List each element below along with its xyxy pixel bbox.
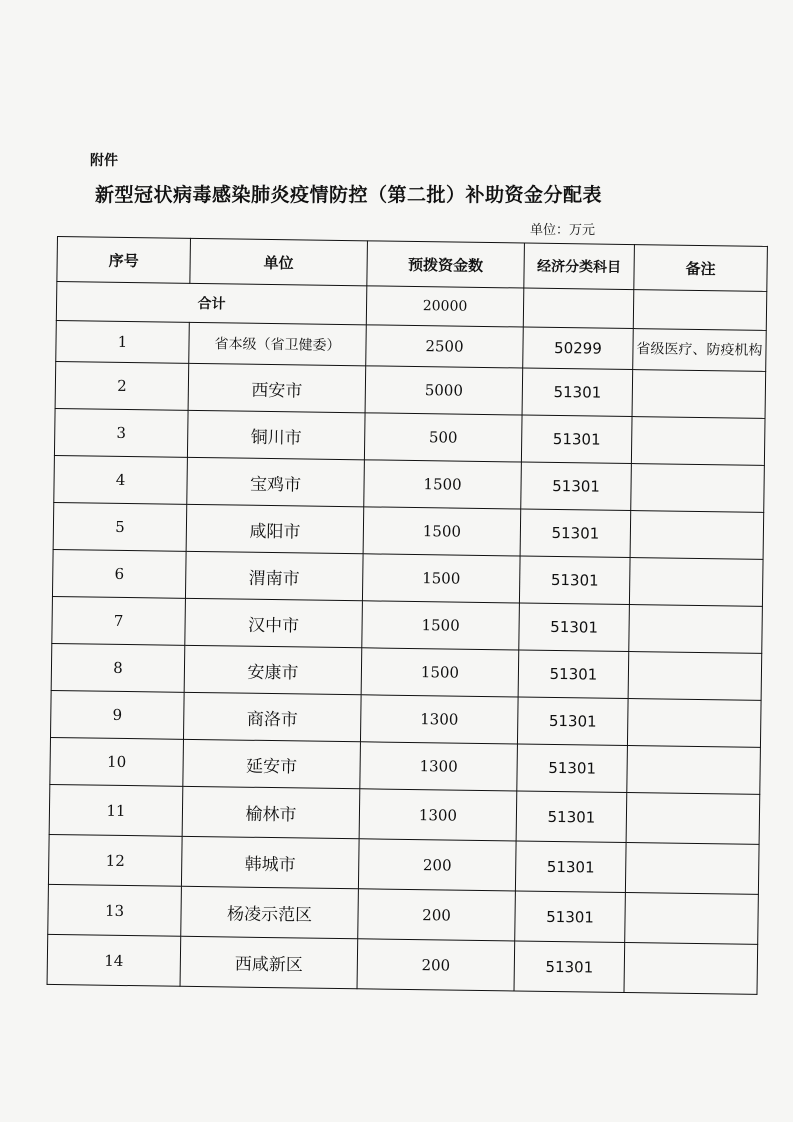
row-amount: 1500 xyxy=(363,507,521,556)
row-economic-code: 51301 xyxy=(516,791,627,843)
row-note xyxy=(626,793,760,845)
row-unit: 西咸新区 xyxy=(180,936,358,988)
row-number: 5 xyxy=(53,502,187,551)
row-note xyxy=(629,558,763,607)
allocation-table xyxy=(47,236,768,995)
row-amount: 200 xyxy=(358,839,516,891)
row-unit: 榆林市 xyxy=(182,786,360,838)
row-unit: 咸阳市 xyxy=(186,504,364,553)
row-amount: 500 xyxy=(364,413,522,462)
row-number: 6 xyxy=(52,549,186,598)
row-unit: 延安市 xyxy=(183,739,361,788)
attachment-label: 附件 xyxy=(90,153,118,169)
row-number: 8 xyxy=(51,643,185,692)
row-note xyxy=(627,699,761,748)
row-note xyxy=(625,843,759,895)
row-number: 13 xyxy=(48,884,182,936)
row-note xyxy=(631,417,765,466)
column-header-code: 经济分类科目 xyxy=(524,243,635,290)
unit-label: 单位：万元 xyxy=(530,223,596,238)
row-unit: 铜川市 xyxy=(187,410,365,459)
row-number: 14 xyxy=(47,934,181,986)
total-note xyxy=(633,290,767,331)
row-amount: 2500 xyxy=(366,325,524,368)
column-header-amount: 预拨资金数 xyxy=(367,241,525,288)
row-number: 2 xyxy=(55,361,189,410)
row-number: 1 xyxy=(56,320,190,363)
row-unit: 西安市 xyxy=(188,363,366,412)
row-economic-code: 51301 xyxy=(518,650,629,699)
row-unit: 商洛市 xyxy=(183,692,361,741)
row-note xyxy=(630,511,764,560)
row-amount: 5000 xyxy=(365,366,523,415)
row-note xyxy=(624,942,758,994)
row-note xyxy=(629,605,763,654)
row-number: 4 xyxy=(54,455,188,504)
row-economic-code: 51301 xyxy=(515,891,626,943)
row-economic-code: 51301 xyxy=(521,462,632,511)
row-unit: 渭南市 xyxy=(185,551,363,600)
row-unit: 韩城市 xyxy=(181,836,359,888)
row-economic-code: 51301 xyxy=(522,368,633,417)
row-unit: 安康市 xyxy=(184,645,362,694)
row-economic-code: 51301 xyxy=(514,941,625,993)
row-amount: 200 xyxy=(358,889,516,941)
document-title: 新型冠状病毒感染肺炎疫情防控（第二批）补助资金分配表 xyxy=(95,184,603,206)
row-number: 12 xyxy=(48,834,182,886)
row-amount: 1300 xyxy=(359,789,517,841)
column-header-unit: 单位 xyxy=(190,238,368,285)
row-note xyxy=(627,746,761,795)
row-amount: 200 xyxy=(357,939,515,991)
total-label: 合计 xyxy=(56,282,367,325)
row-note xyxy=(632,370,766,419)
row-economic-code: 51301 xyxy=(517,744,628,793)
row-note xyxy=(628,652,762,701)
row-economic-code: 51301 xyxy=(515,841,626,893)
column-header-note: 备注 xyxy=(634,245,768,292)
column-header-no: 序号 xyxy=(57,237,191,284)
row-amount: 1500 xyxy=(362,601,520,650)
row-unit: 省本级（省卫健委） xyxy=(189,322,367,365)
row-unit: 杨凌示范区 xyxy=(181,886,359,938)
total-code xyxy=(523,288,634,329)
row-economic-code: 50299 xyxy=(523,327,634,370)
row-economic-code: 51301 xyxy=(517,697,628,746)
row-note xyxy=(625,892,759,944)
row-number: 7 xyxy=(52,596,186,645)
row-amount: 1500 xyxy=(364,460,522,509)
row-amount: 1500 xyxy=(362,554,520,603)
total-amount: 20000 xyxy=(366,286,524,327)
row-economic-code: 51301 xyxy=(519,603,630,652)
row-unit: 汉中市 xyxy=(185,598,363,647)
row-number: 3 xyxy=(54,408,188,457)
row-unit: 宝鸡市 xyxy=(187,457,365,506)
row-economic-code: 51301 xyxy=(520,509,631,558)
row-note: 省级医疗、防疫机构 xyxy=(633,329,767,372)
row-number: 10 xyxy=(50,737,184,786)
allocation-table-wrapper xyxy=(47,236,767,995)
row-economic-code: 51301 xyxy=(521,415,632,464)
row-amount: 1300 xyxy=(360,695,518,744)
row-amount: 1500 xyxy=(361,648,519,697)
row-note xyxy=(631,464,765,513)
row-number: 9 xyxy=(50,690,184,739)
row-amount: 1300 xyxy=(360,742,518,791)
row-number: 11 xyxy=(49,784,183,836)
table-row xyxy=(47,934,758,994)
row-economic-code: 51301 xyxy=(519,556,630,605)
